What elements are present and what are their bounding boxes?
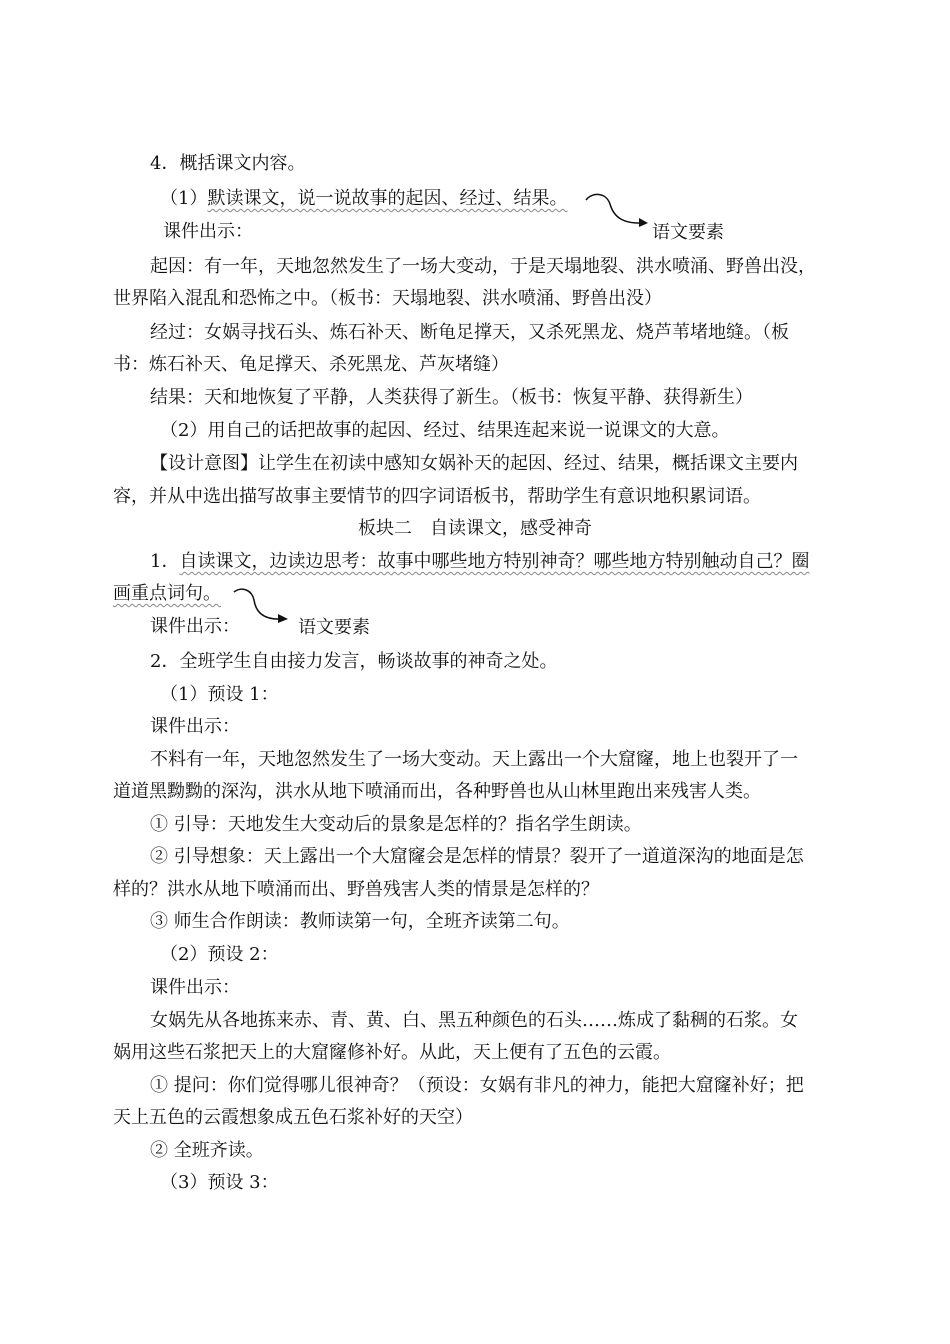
result-line: 结果：天和地恢复了平静，人类获得了新生。（板书：恢复平静、获得新生） <box>150 387 753 408</box>
annotation-tag-2: 语文要素 <box>298 617 370 638</box>
item-1-line-2 <box>113 583 221 605</box>
preset-2-quote-line-2: 娲用这些石浆把天上的大窟窿修补好。从此，天上便有了五色的云霞。 <box>113 1042 671 1063</box>
preset-1-step-b-line-1: ② 引导想象：天上露出一个大窟窿会是怎样的情景？裂开了一道道深沟的地面是怎 <box>150 846 804 867</box>
item-1-text-cont: 画重点词句。 <box>113 583 221 604</box>
preset-2-quote-line-1: 女娲先从各地拣来赤、青、黄、白、黑五种颜色的石头……炼成了黏稠的石浆。女 <box>150 1010 798 1031</box>
question-1 <box>160 188 567 210</box>
preset-2-step-a-line-1: ① 提问：你们觉得哪儿很神奇？（预设：女娲有非凡的神力，能把大窟窿补好；把 <box>150 1075 804 1096</box>
question-1-text: 默读课文，说一说故事的起因、经过、结果。 <box>207 188 568 209</box>
preset-1-step-a: ① 引导：天地发生大变动后的景象是怎样的？指名学生朗读。 <box>150 814 642 835</box>
question-2: （2）用自己的话把故事的起因、经过、结果连起来说一说课文的大意。 <box>160 420 730 441</box>
slide-label: 课件出示： <box>163 221 253 242</box>
item-1-prefix: 1． <box>150 551 180 572</box>
item-1-text: 自读课文，边读边思考：故事中哪些地方特别神奇？哪些地方特别触动自己？圈 <box>179 551 810 572</box>
cause-line-2: 世界陷入混乱和恐怖之中。（板书：天塌地裂、洪水喷涌、野兽出没） <box>113 288 662 309</box>
preset-2-step-a-line-2: 天上五色的云霞想象成五色石浆补好的天空） <box>113 1107 473 1128</box>
section-heading: 4．概括课文内容。 <box>150 153 306 174</box>
design-intent-line-1: 【设计意图】让学生在初读中感知女娲补天的起因、经过、结果，概括课文主要内 <box>150 453 798 474</box>
preset-1-quote-line-1: 不料有一年，天地忽然发生了一场大变动。天上露出一个大窟窿，地上也裂开了一 <box>150 749 798 770</box>
process-line-1: 经过：女娲寻找石头、炼石补天、断龟足撑天，又杀死黑龙、烧芦苇堵地缝。（板 <box>150 322 789 343</box>
process-line-2: 书：炼石补天、龟足撑天、杀死黑龙、芦灰堵缝） <box>113 354 509 375</box>
preset-1-step-b-line-2: 样的？洪水从地下喷涌而出、野兽残害人类的情景是怎样的？ <box>113 879 599 900</box>
preset-1-step-c: ③ 师生合作朗读：教师读第一句，全班齐读第二句。 <box>150 911 570 932</box>
block-title: 板块二 自读课文，感受神奇 <box>358 518 592 539</box>
design-intent-line-2: 容，并从中选出描写故事主要情节的四字词语板书，帮助学生有意识地积累词语。 <box>113 486 761 507</box>
cause-line-1: 起因：有一年，天地忽然发生了一场大变动，于是天塌地裂、洪水喷涌、野兽出没， <box>150 256 816 277</box>
preset-2-slide-label: 课件出示： <box>150 977 240 998</box>
preset-1-title: （1）预设 1： <box>160 684 279 705</box>
item-2: 2．全班学生自由接力发言，畅谈故事的神奇之处。 <box>150 651 558 672</box>
preset-2-step-b: ② 全班齐读。 <box>150 1140 264 1161</box>
question-1-prefix: （1） <box>160 188 208 209</box>
annotation-arrow-2 <box>232 586 292 626</box>
slide-label-2: 课件出示： <box>150 616 240 637</box>
annotation-arrow-1 <box>584 192 654 232</box>
preset-1-slide-label: 课件出示： <box>150 716 240 737</box>
preset-2-title: （2）预设 2： <box>160 944 279 965</box>
preset-3-title: （3）预设 3： <box>160 1172 279 1193</box>
annotation-tag: 语文要素 <box>652 222 724 243</box>
item-1-line-1 <box>150 551 809 573</box>
preset-1-quote-line-2: 道道黑黝黝的深沟，洪水从地下喷涌而出，各种野兽也从山林里跑出来残害人类。 <box>113 781 761 802</box>
